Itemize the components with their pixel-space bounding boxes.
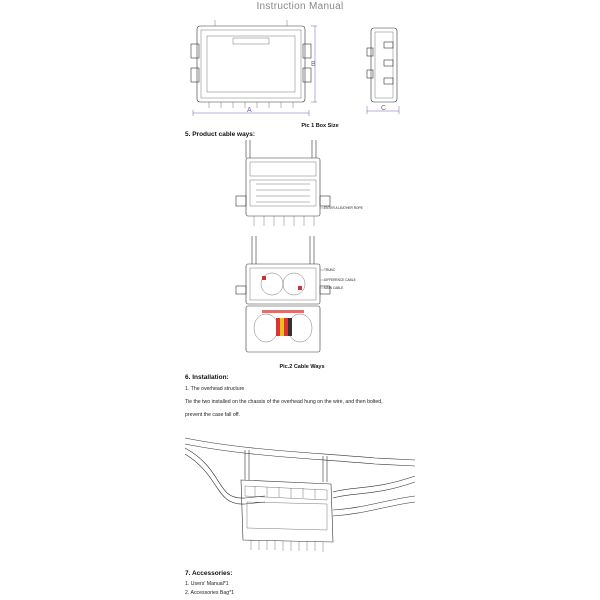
main-cable-label: MAIN CABLE [324,286,344,290]
section5-heading: 5. Product cable ways: [185,131,256,138]
dimension-b-label: B [311,61,316,68]
installation-paragraph-line2: prevent the case fall off. [185,412,240,418]
cable-ways-top-diagram [232,140,362,232]
box-front-view [191,20,311,108]
installation-item-1: 1. The overhead structure [185,386,245,392]
dimension-c-label: C [381,105,387,112]
page-header-title: Instruction Manual [256,1,344,12]
installation-paragraph-line1: Tie the two installed on the chassis of the overhead hung on the wire, and then bolted, [185,399,383,405]
dimension-a-label: A [247,107,252,114]
box-side-view [367,28,397,102]
figure1-caption: Pic 1 Box Size [301,123,339,129]
figure2-caption: Pic.2 Cable Ways [279,364,325,370]
trunc-label: TRUNC [324,268,336,272]
section6-heading: 6. Installation: [185,374,229,381]
box-size-diagram [185,18,425,118]
difference-cable-label: DIFFERENCE CABLE [324,278,356,282]
cable-ways-open-diagram [232,236,362,362]
overhead-installation-illustration [185,430,415,555]
section7-heading: 7. Accessories: [185,570,233,577]
accessory-item-2: 2. Accessories Bag*1 [185,590,235,596]
enter-leather-rope-label: ENTER A LEATHER ROPE [324,206,363,210]
accessory-item-1: 1. Users' Manual*1 [185,581,229,587]
